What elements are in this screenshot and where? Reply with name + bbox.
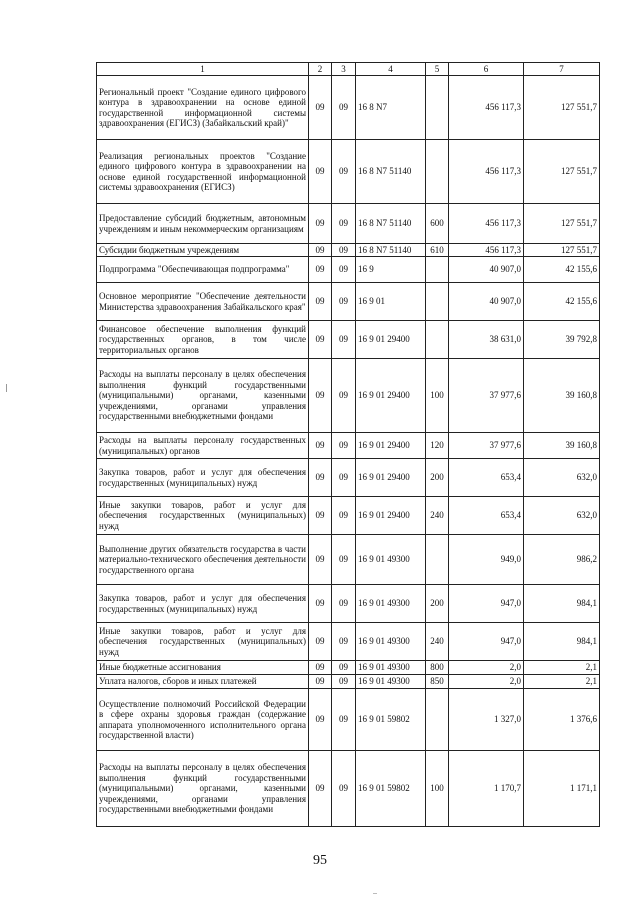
budget-table — [96, 62, 600, 827]
row-target-code: 16 8 N7 51140 — [356, 244, 426, 257]
row-amount-1: 949,0 — [449, 535, 524, 585]
row-amount-1: 1 170,7 — [449, 751, 524, 827]
row-amount-2: 39 160,8 — [524, 359, 600, 433]
row-amount-1: 456 117,3 — [449, 140, 524, 204]
row-target-code: 16 9 01 29400 — [356, 459, 426, 497]
row-amount-2: 986,2 — [524, 535, 600, 585]
row-name: Реализация региональных проектов "Создание единого цифрового контура в здравоохранении на основе единой государственной информационной системы здравоохранения (ЕГИСЗ) — [97, 140, 309, 204]
row-target-code: 16 9 — [356, 257, 426, 283]
row-expense-type — [426, 140, 449, 204]
table-row — [97, 459, 600, 497]
row-subsection: 09 — [332, 751, 356, 827]
row-target-code: 16 9 01 49300 — [356, 661, 426, 675]
table-row — [97, 535, 600, 585]
row-expense-type: 200 — [426, 585, 449, 623]
row-subsection: 09 — [332, 661, 356, 675]
row-target-code: 16 8 N7 51140 — [356, 140, 426, 204]
row-section: 09 — [309, 623, 332, 661]
scan-dot-mark — [373, 893, 377, 894]
row-section: 09 — [309, 661, 332, 675]
row-section: 09 — [309, 675, 332, 689]
row-expense-type — [426, 76, 449, 140]
table-row — [97, 585, 600, 623]
row-subsection: 09 — [332, 675, 356, 689]
row-expense-type — [426, 321, 449, 359]
page-number: 95 — [313, 853, 327, 868]
row-expense-type — [426, 535, 449, 585]
row-amount-2: 127 551,7 — [524, 76, 600, 140]
row-subsection: 09 — [332, 140, 356, 204]
row-subsection: 09 — [332, 689, 356, 751]
row-amount-1: 38 631,0 — [449, 321, 524, 359]
scan-edge-mark — [6, 384, 7, 392]
row-target-code: 16 8 N7 — [356, 76, 426, 140]
table-row — [97, 623, 600, 661]
row-target-code: 16 9 01 49300 — [356, 623, 426, 661]
row-amount-2: 1 171,1 — [524, 751, 600, 827]
row-subsection: 09 — [332, 497, 356, 535]
row-name: Расходы на выплаты персоналу в целях обеспечения выполнения функций государственными (муниципальными) органами, казенными учреждениями, органами управления государственными внебюджетными фондами — [97, 359, 309, 433]
row-subsection: 09 — [332, 535, 356, 585]
row-amount-1: 2,0 — [449, 675, 524, 689]
row-section: 09 — [309, 244, 332, 257]
row-expense-type: 600 — [426, 204, 449, 244]
row-section: 09 — [309, 76, 332, 140]
row-amount-2: 127 551,7 — [524, 204, 600, 244]
table-row — [97, 283, 600, 321]
row-name: Иные бюджетные ассигнования — [97, 661, 309, 675]
row-target-code: 16 9 01 49300 — [356, 535, 426, 585]
header-col-3: 3 — [332, 63, 356, 76]
row-subsection: 09 — [332, 257, 356, 283]
row-section: 09 — [309, 585, 332, 623]
row-amount-2: 127 551,7 — [524, 244, 600, 257]
row-target-code: 16 9 01 59802 — [356, 689, 426, 751]
row-expense-type — [426, 257, 449, 283]
row-name: Расходы на выплаты персоналу в целях обеспечения выполнения функций государственными (муниципальными) органами, казенными учреждениями, органами управления государственными внебюджетными фондами — [97, 751, 309, 827]
table-row — [97, 661, 600, 675]
row-amount-1: 653,4 — [449, 497, 524, 535]
table-row — [97, 751, 600, 827]
row-section: 09 — [309, 433, 332, 459]
row-subsection: 09 — [332, 433, 356, 459]
row-target-code: 16 9 01 49300 — [356, 675, 426, 689]
row-expense-type: 200 — [426, 459, 449, 497]
budget-table-container — [96, 62, 599, 827]
table-header-row — [97, 63, 600, 76]
row-expense-type: 610 — [426, 244, 449, 257]
row-target-code: 16 9 01 59802 — [356, 751, 426, 827]
row-section: 09 — [309, 204, 332, 244]
row-name: Уплата налогов, сборов и иных платежей — [97, 675, 309, 689]
row-name: Осуществление полномочий Российской Федерации в сфере охраны здоровья граждан (содержание аппарата уполномоченного исполнительного органа государственной власти) — [97, 689, 309, 751]
row-amount-2: 632,0 — [524, 459, 600, 497]
row-amount-1: 37 977,6 — [449, 359, 524, 433]
header-col-6: 6 — [449, 63, 524, 76]
row-amount-1: 2,0 — [449, 661, 524, 675]
row-amount-2: 1 376,6 — [524, 689, 600, 751]
row-subsection: 09 — [332, 359, 356, 433]
row-name: Иные закупки товаров, работ и услуг для обеспечения государственных (муниципальных) нужд — [97, 497, 309, 535]
header-col-7: 7 — [524, 63, 600, 76]
row-target-code: 16 9 01 29400 — [356, 359, 426, 433]
row-target-code: 16 9 01 29400 — [356, 321, 426, 359]
row-name: Иные закупки товаров, работ и услуг для обеспечения государственных (муниципальных) нужд — [97, 623, 309, 661]
table-row — [97, 140, 600, 204]
header-col-4: 4 — [356, 63, 426, 76]
row-amount-2: 2,1 — [524, 661, 600, 675]
row-section: 09 — [309, 459, 332, 497]
row-amount-1: 653,4 — [449, 459, 524, 497]
table-row — [97, 244, 600, 257]
row-amount-1: 37 977,6 — [449, 433, 524, 459]
table-row — [97, 433, 600, 459]
header-col-5: 5 — [426, 63, 449, 76]
row-amount-2: 42 155,6 — [524, 283, 600, 321]
row-expense-type: 120 — [426, 433, 449, 459]
row-subsection: 09 — [332, 585, 356, 623]
table-row — [97, 675, 600, 689]
row-expense-type — [426, 283, 449, 321]
row-section: 09 — [309, 321, 332, 359]
row-expense-type — [426, 689, 449, 751]
row-amount-1: 40 907,0 — [449, 283, 524, 321]
row-amount-2: 2,1 — [524, 675, 600, 689]
row-amount-1: 40 907,0 — [449, 257, 524, 283]
row-amount-2: 127 551,7 — [524, 140, 600, 204]
row-name: Закупка товаров, работ и услуг для обеспечения государственных (муниципальных) нужд — [97, 459, 309, 497]
row-amount-1: 947,0 — [449, 585, 524, 623]
row-amount-1: 947,0 — [449, 623, 524, 661]
table-row — [97, 321, 600, 359]
row-section: 09 — [309, 283, 332, 321]
row-amount-1: 456 117,3 — [449, 244, 524, 257]
row-target-code: 16 9 01 29400 — [356, 433, 426, 459]
row-amount-2: 984,1 — [524, 623, 600, 661]
row-section: 09 — [309, 689, 332, 751]
row-name: Закупка товаров, работ и услуг для обеспечения государственных (муниципальных) нужд — [97, 585, 309, 623]
row-target-code: 16 9 01 — [356, 283, 426, 321]
row-expense-type: 240 — [426, 497, 449, 535]
row-name: Основное мероприятие "Обеспечение деятельности Министерства здравоохранения Забайкальского края" — [97, 283, 309, 321]
table-body — [97, 76, 600, 827]
table-row — [97, 689, 600, 751]
row-amount-1: 456 117,3 — [449, 204, 524, 244]
row-name: Региональный проект "Создание единого цифрового контура в здравоохранении на основе единой государственной информационной системы здравоохранения (ЕГИСЗ) (Забайкальский край)" — [97, 76, 309, 140]
row-subsection: 09 — [332, 283, 356, 321]
row-section: 09 — [309, 140, 332, 204]
row-section: 09 — [309, 751, 332, 827]
row-subsection: 09 — [332, 204, 356, 244]
row-target-code: 16 8 N7 51140 — [356, 204, 426, 244]
table-row — [97, 497, 600, 535]
row-target-code: 16 9 01 49300 — [356, 585, 426, 623]
row-subsection: 09 — [332, 321, 356, 359]
row-subsection: 09 — [332, 459, 356, 497]
row-amount-2: 632,0 — [524, 497, 600, 535]
row-section: 09 — [309, 535, 332, 585]
row-subsection: 09 — [332, 244, 356, 257]
row-name: Предоставление субсидий бюджетным, автономным учреждениям и иным некоммерческим организациям — [97, 204, 309, 244]
row-expense-type: 850 — [426, 675, 449, 689]
row-subsection: 09 — [332, 76, 356, 140]
row-amount-2: 39 160,8 — [524, 433, 600, 459]
header-col-2: 2 — [309, 63, 332, 76]
row-expense-type: 100 — [426, 359, 449, 433]
header-col-1: 1 — [97, 63, 309, 76]
row-subsection: 09 — [332, 623, 356, 661]
row-expense-type: 240 — [426, 623, 449, 661]
row-section: 09 — [309, 497, 332, 535]
row-name: Выполнение других обязательств государства в части материально-технического обеспечения деятельности государственного органа — [97, 535, 309, 585]
row-expense-type: 100 — [426, 751, 449, 827]
row-target-code: 16 9 01 29400 — [356, 497, 426, 535]
row-section: 09 — [309, 359, 332, 433]
row-amount-2: 42 155,6 — [524, 257, 600, 283]
row-expense-type: 800 — [426, 661, 449, 675]
row-amount-1: 1 327,0 — [449, 689, 524, 751]
row-amount-2: 39 792,8 — [524, 321, 600, 359]
row-name: Субсидии бюджетным учреждениям — [97, 244, 309, 257]
row-amount-2: 984,1 — [524, 585, 600, 623]
row-section: 09 — [309, 257, 332, 283]
table-row — [97, 257, 600, 283]
table-row — [97, 76, 600, 140]
row-amount-1: 456 117,3 — [449, 76, 524, 140]
table-row — [97, 359, 600, 433]
row-name: Подпрограмма "Обеспечивающая подпрограмма" — [97, 257, 309, 283]
row-name: Финансовое обеспечение выполнения функций государственных органов, в том числе территориальных органов — [97, 321, 309, 359]
row-name: Расходы на выплаты персоналу государственных (муниципальных) органов — [97, 433, 309, 459]
table-row — [97, 204, 600, 244]
